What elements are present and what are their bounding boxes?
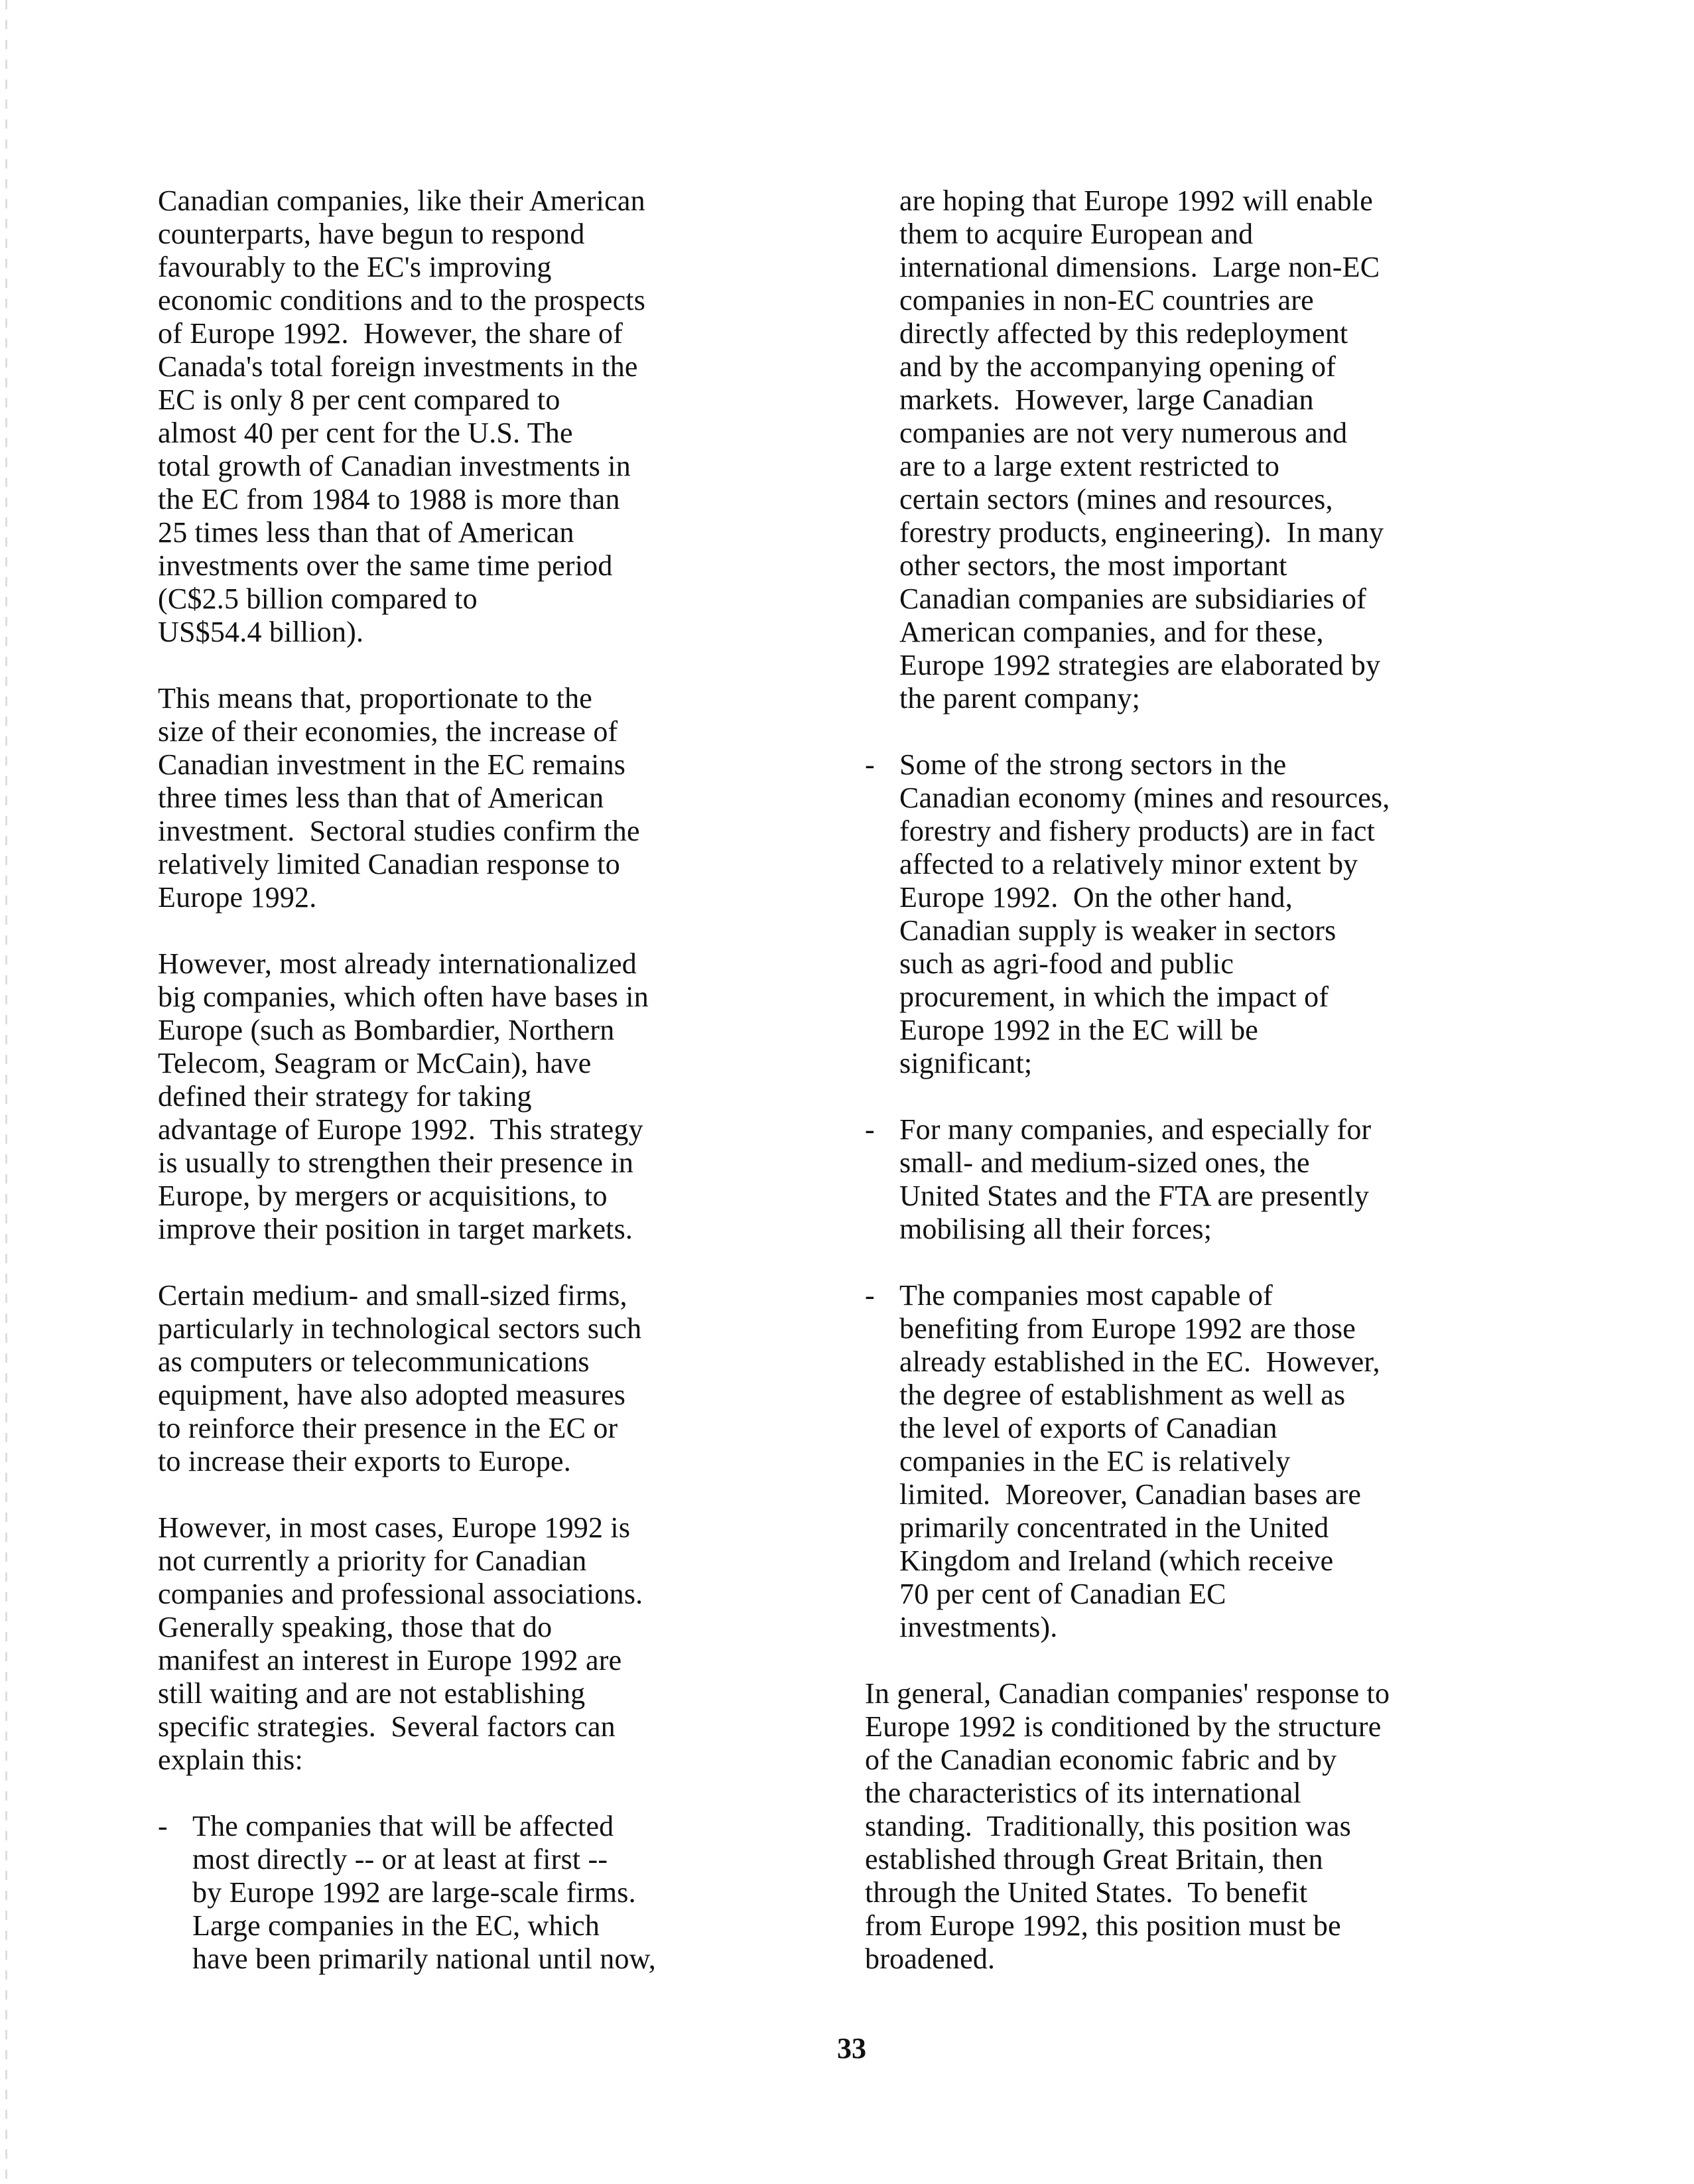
text-line: and by the accompanying opening of — [899, 350, 1336, 383]
text-line: most directly -- or at least at first -- — [192, 1843, 608, 1876]
text-line: have been primarily national until now, — [192, 1943, 656, 1975]
text-line: mobilising all their forces; — [899, 1213, 1212, 1245]
text-line: Kingdom and Ireland (which receive — [899, 1544, 1334, 1577]
text-line: already established in the EC. However, — [899, 1345, 1380, 1378]
text-line: is usually to strengthen their presence in — [158, 1146, 634, 1179]
paragraph-in-general — [865, 1677, 1555, 1976]
bullet-dash: - — [865, 1113, 875, 1146]
text-line: by Europe 1992 are large-scale firms. — [192, 1876, 636, 1909]
text-line: investments). — [899, 1611, 1058, 1643]
text-line: economic conditions and to the prospects — [158, 284, 646, 316]
text-line: Europe, by mergers or acquisitions, to — [158, 1180, 608, 1212]
text-line: Europe (such as Bombardier, Northern — [158, 1014, 615, 1046]
bullet-us-fta-forces — [865, 1113, 1555, 1246]
text-line: almost 40 per cent for the U.S. The — [158, 417, 573, 449]
text-line: This means that, proportionate to the — [158, 682, 593, 715]
text-line: not currently a priority for Canadian — [158, 1544, 587, 1577]
text-line: improve their position in target markets. — [158, 1213, 633, 1245]
text-line: For many companies, and especially for — [899, 1113, 1372, 1146]
text-line: US$54.4 billion). — [158, 616, 364, 648]
text-line: benefiting from Europe 1992 are those — [899, 1312, 1356, 1345]
text-line: 25 times less than that of American — [158, 516, 574, 549]
right-column — [865, 184, 1555, 2009]
text-line: to increase their exports to Europe. — [158, 1445, 571, 1477]
text-line: as computers or telecommunications — [158, 1345, 590, 1378]
bullet-text — [899, 1113, 1555, 1246]
text-line: affected to a relatively minor extent by — [899, 848, 1358, 880]
text-line: Europe 1992 in the EC will be — [899, 1014, 1259, 1046]
text-line: manifest an interest in Europe 1992 are — [158, 1644, 622, 1676]
text-line: them to acquire European and — [899, 218, 1254, 250]
left-column — [158, 184, 814, 2009]
text-line: However, most already internationalized — [158, 947, 637, 980]
text-line: The companies most capable of — [899, 1279, 1273, 1312]
text-line: are to a large extent restricted to — [899, 450, 1280, 482]
text-line: the degree of establishment as well as — [899, 1379, 1346, 1411]
paragraph-canadian-response — [158, 184, 814, 649]
text-line: Canadian companies are subsidiaries of — [899, 582, 1367, 615]
text-line: three times less than that of American — [158, 782, 604, 814]
text-line: advantage of Europe 1992. This strategy — [158, 1113, 643, 1146]
bullet-text — [899, 1279, 1555, 1644]
text-line: markets. However, large Canadian — [899, 383, 1314, 416]
text-line: forestry and fishery products) are in fact — [899, 815, 1375, 847]
text-line: are hoping that Europe 1992 will enable — [899, 184, 1374, 217]
text-line: broadened. — [865, 1943, 996, 1975]
bullet-strong-sectors — [865, 748, 1555, 1080]
text-line: the level of exports of Canadian — [899, 1412, 1277, 1444]
text-line: of Europe 1992. However, the share of — [158, 317, 623, 350]
text-line: United States and the FTA are presently — [899, 1180, 1370, 1212]
bullet-dash: - — [158, 1810, 168, 1842]
paragraph-not-a-priority — [158, 1511, 814, 1777]
text-line: limited. Moreover, Canadian bases are — [899, 1478, 1362, 1511]
text-line: Certain medium- and small-sized firms, — [158, 1279, 627, 1312]
text-line: Canada's total foreign investments in the — [158, 350, 638, 383]
text-line: particularly in technological sectors such — [158, 1312, 642, 1345]
paragraph-medium-small-firms — [158, 1279, 814, 1478]
text-line: Europe 1992 is conditioned by the structure — [865, 1710, 1382, 1743]
text-line: established through Great Britain, then — [865, 1843, 1323, 1876]
text-line: defined their strategy for taking — [158, 1080, 532, 1113]
text-line: Canadian supply is weaker in sectors — [899, 914, 1336, 947]
text-line: American companies, and for these, — [899, 616, 1324, 648]
bullet-text — [899, 748, 1555, 1080]
text-line: the parent company; — [899, 682, 1140, 715]
scanned-page-edge — [5, 0, 7, 2184]
text-line: specific strategies. Several factors can — [158, 1710, 616, 1743]
text-line: small- and medium-sized ones, the — [899, 1146, 1310, 1179]
text-line: through the United States. To benefit — [865, 1876, 1308, 1909]
text-line: counterparts, have begun to respond — [158, 218, 585, 250]
text-line: Canadian companies, like their American — [158, 184, 645, 217]
text-line: (C$2.5 billion compared to — [158, 582, 478, 615]
text-line: equipment, have also adopted measures — [158, 1379, 626, 1411]
text-line: 70 per cent of Canadian EC — [899, 1578, 1226, 1610]
text-line: certain sectors (mines and resources, — [899, 483, 1333, 515]
text-line: other sectors, the most important — [899, 549, 1287, 582]
text-line: investments over the same time period — [158, 549, 613, 582]
text-line: big companies, which often have bases in — [158, 981, 649, 1013]
text-line: to reinforce their presence in the EC or — [158, 1412, 618, 1444]
bullet-large-scale-firms — [158, 1810, 814, 1976]
page-number: 33 — [837, 2032, 866, 2065]
text-line: such as agri-food and public — [899, 947, 1234, 980]
text-line: Europe 1992. — [158, 881, 317, 914]
text-line: directly affected by this redeployment — [899, 317, 1348, 350]
paragraph-big-companies-strategy — [158, 947, 814, 1246]
text-line: total growth of Canadian investments in — [158, 450, 631, 482]
bullet-dash: - — [865, 1279, 875, 1312]
text-line: The companies that will be affected — [192, 1810, 614, 1842]
text-line: Canadian economy (mines and resources, — [899, 782, 1390, 814]
text-line: Canadian investment in the EC remains — [158, 748, 626, 781]
text-line: Generally speaking, those that do — [158, 1611, 553, 1643]
text-line: primarily concentrated in the United — [899, 1511, 1329, 1544]
bullet-dash: - — [865, 748, 875, 781]
bullet-text — [192, 1810, 814, 1976]
text-line: standing. Traditionally, this position was — [865, 1810, 1352, 1842]
text-line: significant; — [899, 1047, 1033, 1079]
text-line: size of their economies, the increase of — [158, 715, 618, 748]
text-line: favourably to the EC's improving — [158, 251, 552, 283]
text-line: Some of the strong sectors in the — [899, 748, 1287, 781]
bullet-large-scale-firms-continued — [865, 184, 1555, 715]
text-line: the EC from 1984 to 1988 is more than — [158, 483, 620, 515]
text-line: explain this: — [158, 1743, 303, 1776]
text-line: still waiting and are not establishing — [158, 1677, 586, 1710]
text-line: In general, Canadian companies' response to — [865, 1677, 1390, 1710]
text-line: companies and professional associations. — [158, 1578, 643, 1610]
text-line: companies are not very numerous and — [899, 417, 1348, 449]
text-line: companies in non-EC countries are — [899, 284, 1314, 316]
text-line: procurement, in which the impact of — [899, 981, 1329, 1013]
text-line: international dimensions. Large non-EC — [899, 251, 1380, 283]
text-line: investment. Sectoral studies confirm the — [158, 815, 640, 847]
text-line: of the Canadian economic fabric and by — [865, 1743, 1337, 1776]
text-line: forestry products, engineering). In many — [899, 516, 1384, 549]
text-line: relatively limited Canadian response to — [158, 848, 620, 880]
text-line: from Europe 1992, this position must be — [865, 1909, 1341, 1942]
text-line: However, in most cases, Europe 1992 is — [158, 1511, 631, 1544]
text-line: Telecom, Seagram or McCain), have — [158, 1047, 592, 1079]
text-line: EC is only 8 per cent compared to — [158, 383, 560, 416]
text-line: Europe 1992 strategies are elaborated by — [899, 649, 1381, 681]
text-line: the characteristics of its international — [865, 1777, 1301, 1809]
text-line: Large companies in the EC, which — [192, 1909, 600, 1942]
paragraph-proportionate-investment — [158, 682, 814, 914]
text-line: Europe 1992. On the other hand, — [899, 881, 1293, 914]
bullet-established-companies — [865, 1279, 1555, 1644]
text-line: companies in the EC is relatively — [899, 1445, 1291, 1477]
